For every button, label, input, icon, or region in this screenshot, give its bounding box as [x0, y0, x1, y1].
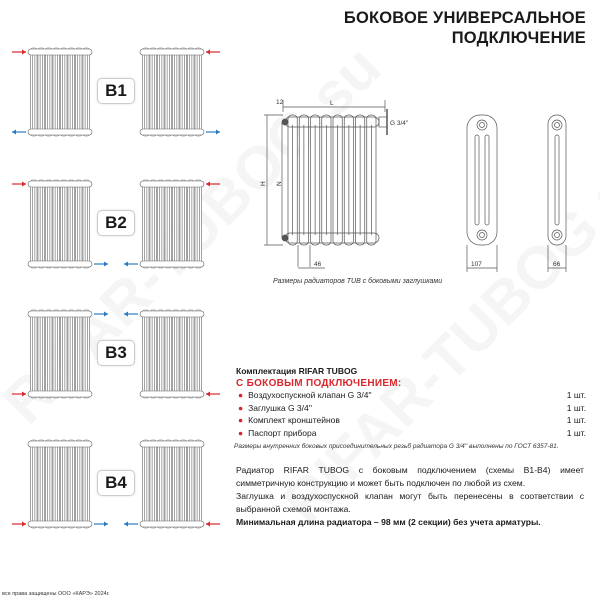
dim-L-label: L [330, 100, 334, 107]
bullet-icon: ● [238, 402, 244, 413]
page-title [344, 8, 586, 48]
copyright: все права защищены ООО «КАРЭ» 2024г. [2, 591, 110, 597]
radiator-right [140, 180, 204, 268]
kit-section [236, 366, 586, 450]
inlet-arrow-icon [206, 522, 220, 527]
description-p2: Заглушка и воздухоспускной клапан могут быть перенесены в соответствии с выбранной схемой монтажа. [236, 491, 584, 514]
outlet-arrow-icon [94, 262, 108, 267]
kit-item-name: Заглушка G 3/4'' [248, 402, 312, 413]
scheme-b1 [0, 40, 230, 140]
scheme-label: B1 [97, 78, 135, 104]
radiator-left [28, 180, 92, 268]
dimension-drawing [250, 90, 600, 290]
radiator-right [140, 48, 204, 136]
inlet-arrow-icon [206, 50, 220, 55]
description-p1: Радиатор RIFAR TUBOG с боковым подключением (схемы В1-В4) имеет симметричную конструкцию и может быть подключен по любой из схем. [236, 465, 584, 488]
kit-subtitle: С БОКОВЫМ ПОДКЛЮЧЕНИЕМ: [236, 378, 402, 389]
title-line: ПОДКЛЮЧЕНИЕ [451, 29, 586, 47]
inlet-arrow-icon [12, 50, 26, 55]
inlet-arrow-icon [206, 182, 220, 187]
kit-note: Размеры внутренних боковых присоединительных резьб радиатора G 3/4'' выполнены по ГОСТ 6357-81. [234, 443, 559, 450]
scheme-label: B2 [97, 210, 135, 236]
dim-107-label: 107 [471, 261, 482, 268]
scheme-label: B3 [97, 340, 135, 366]
bullet-icon: ● [238, 415, 244, 425]
outlet-arrow-icon [124, 522, 138, 527]
description-p3: Минимальная длина радиатора – 98 мм (2 секции) без учета арматуры. [236, 517, 541, 527]
kit-item-name: Паспорт прибора [248, 427, 317, 438]
outlet-arrow-icon [12, 130, 26, 135]
inlet-arrow-icon [12, 182, 26, 187]
description [236, 464, 584, 529]
kit-item [236, 402, 586, 415]
dim-66-label: 66 [553, 261, 561, 268]
scheme-b4 [0, 432, 230, 532]
kit-item-name: Воздухоспускной клапан G 3/4'' [248, 390, 372, 400]
radiator-left [28, 48, 92, 136]
drawing-caption: Размеры радиаторов TUB с боковыми заглушками [273, 278, 443, 285]
outlet-arrow-icon [124, 312, 138, 317]
radiator-right [140, 440, 204, 528]
radiator-right [140, 310, 204, 398]
dim-12-label: 12 [276, 99, 284, 106]
kit-item-name: Комплект кронштейнов [248, 415, 340, 425]
dim-N-label: N [276, 181, 283, 186]
bullet-icon: ● [238, 390, 244, 400]
dim-46-label: 46 [314, 261, 322, 268]
radiator-dimensions-svg [250, 90, 600, 290]
dim-H-label: H [260, 181, 267, 186]
outlet-arrow-icon [94, 312, 108, 317]
thread-label: G 3/4'' [390, 120, 409, 127]
kit-item-qty: 1 шт. [566, 427, 586, 438]
kit-item-qty: 1 шт. [566, 402, 586, 413]
kit-item-qty: 1 шт. [566, 415, 586, 425]
radiator-left [28, 310, 92, 398]
kit-item [236, 389, 586, 402]
kit-item [236, 427, 586, 440]
kit-item-qty: 1 шт. [566, 390, 586, 400]
scheme-b2 [0, 172, 230, 272]
bullet-icon: ● [238, 427, 244, 438]
scheme-b3 [0, 302, 230, 402]
outlet-arrow-icon [124, 262, 138, 267]
outlet-arrow-icon [206, 130, 220, 135]
inlet-arrow-icon [12, 522, 26, 527]
title-line: БОКОВОЕ УНИВЕРСАЛЬНОЕ [343, 9, 586, 27]
inlet-arrow-icon [12, 392, 26, 397]
radiator-left [28, 440, 92, 528]
kit-title: Комплектация RIFAR TUBOG [236, 366, 358, 376]
outlet-arrow-icon [94, 522, 108, 527]
inlet-arrow-icon [206, 392, 220, 397]
scheme-label: B4 [97, 470, 135, 496]
kit-item [236, 414, 586, 427]
